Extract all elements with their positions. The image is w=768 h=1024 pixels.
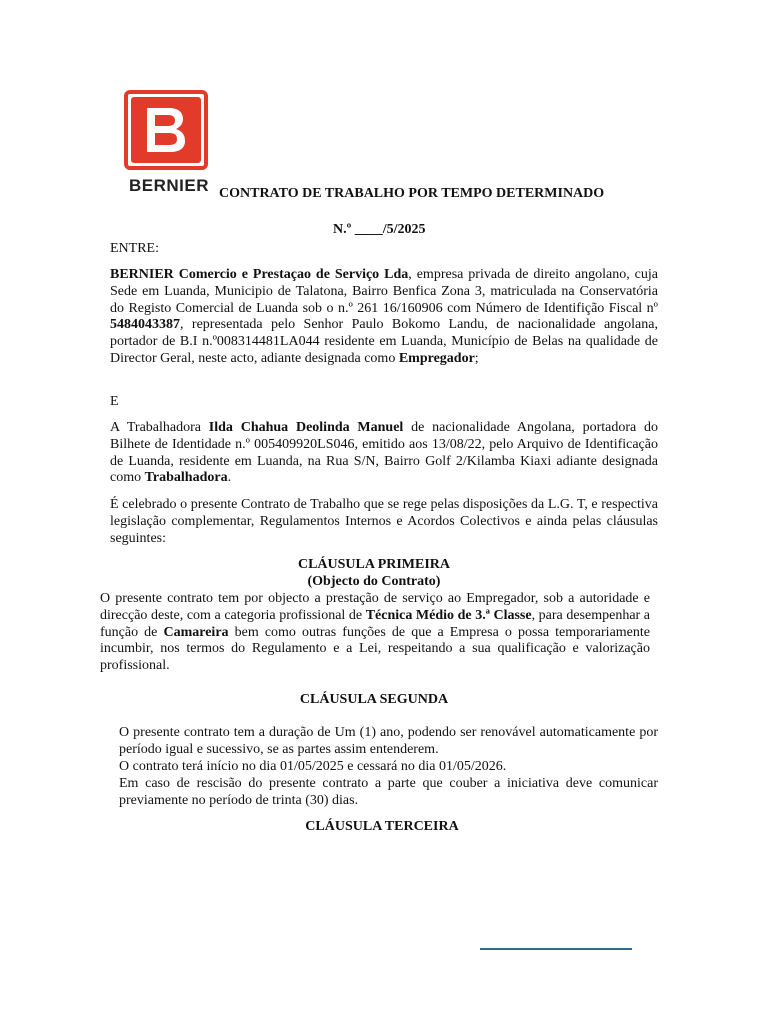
nif-number: 5484043387	[110, 317, 180, 333]
clause2-line2: O contrato terá início no dia 01/05/2025 e cessará no dia 01/05/2026.	[119, 759, 507, 774]
worker-designation: Trabalhadora	[144, 470, 228, 486]
job-function: Camareira	[163, 624, 229, 640]
professional-category: Técnica Médio de 3.ª Classe	[365, 607, 532, 623]
celebration-paragraph: É celebrado o presente Contrato de Trabalho que se rege pelas disposições da L.G. T, e respectiva legislação complementar, Regulamentos Internos e Acordos Colectivos e ainda pelas cláusulas seguintes:	[110, 497, 658, 546]
worker-text-2: de nacionalidade Angolana, portadora do Bilhete de Identidade n.º 005409920LS046, emitido aos 13/08/22, pelo Arquivo de Identificação de Luanda, residente em Luanda, na Rua S/N, Bairro Golf 2/Kilamba Kiaxi adiante designada como	[110, 420, 659, 486]
signature-line	[480, 948, 632, 950]
employer-text-2: , representada pelo Senhor Paulo Bokomo Landu, de nacionalidade angolana, portador de B.I n.º008314481LA044 residente em Luanda, Município de Belas na qualidade de Director Geral, neste acto, adiante designada como	[110, 317, 658, 366]
worker-text-1: A Trabalhadora	[110, 420, 209, 435]
logo-frame	[124, 90, 208, 170]
clause1-text-2: , para desempenhar a função de	[100, 607, 650, 640]
worker-paragraph	[110, 420, 658, 487]
clause2-line3: Em caso de rescisão do presente contrato a parte que couber a iniciativa deve comunicar previamente no período de trinta (30) dias.	[119, 776, 658, 808]
document-title: CONTRATO DE TRABALHO POR TEMPO DETERMINADO	[219, 186, 605, 201]
clause1-text-3: bem como outras funções de que a Empresa o possa temporariamente incumbir, nos termos do Regulamento e a Lei, respeitando a sua qualificação e valorização profissional.	[100, 624, 650, 674]
clause1-heading: CLÁUSULA PRIMEIRA	[297, 557, 451, 572]
clause3-heading: CLÁUSULA TERCEIRA	[305, 819, 459, 834]
company-logo	[123, 90, 215, 196]
entre-label: ENTRE:	[110, 241, 159, 256]
clause1-subheading: (Objecto do Contrato)	[307, 574, 441, 589]
e-separator: E	[110, 394, 119, 409]
clause1-text-1: O presente contrato tem por objecto a prestação de serviço ao Empregador, sob a autoridade e direcção deste, com a categoria profissional de	[100, 591, 650, 623]
logo-brand-text: BERNIER	[129, 176, 210, 195]
worker-text-3: .	[227, 470, 232, 486]
b-letter-icon	[143, 105, 189, 155]
employer-paragraph	[110, 267, 658, 368]
employer-name: BERNIER Comercio e Prestaçao de Serviço Lda	[110, 267, 409, 282]
employer-text-3: ;	[474, 350, 479, 366]
worker-name: Ilda Chahua Deolinda Manuel	[208, 420, 404, 435]
employer-text-1: , empresa privada de direito angolano, cuja Sede em Luanda, Municipio de Talatona, Bairro Benfica Zona 3, matriculada na Conservatória do Registo Comercial de Luanda sob o n.º 261 16/160906 com Número de Identifição Fiscal nº	[110, 267, 658, 316]
clause2-line1: O presente contrato tem a duração de Um (1) ano, podendo ser renovável automaticamente por período igual e sucessivo, se as partes assim entenderem.	[119, 725, 658, 757]
logo-mark	[131, 97, 201, 163]
contract-number: N.º ____/5/2025	[333, 222, 426, 237]
employer-designation: Empregador	[398, 350, 475, 366]
clause1-paragraph	[100, 591, 650, 675]
clause2-heading: CLÁUSULA SEGUNDA	[299, 692, 449, 707]
